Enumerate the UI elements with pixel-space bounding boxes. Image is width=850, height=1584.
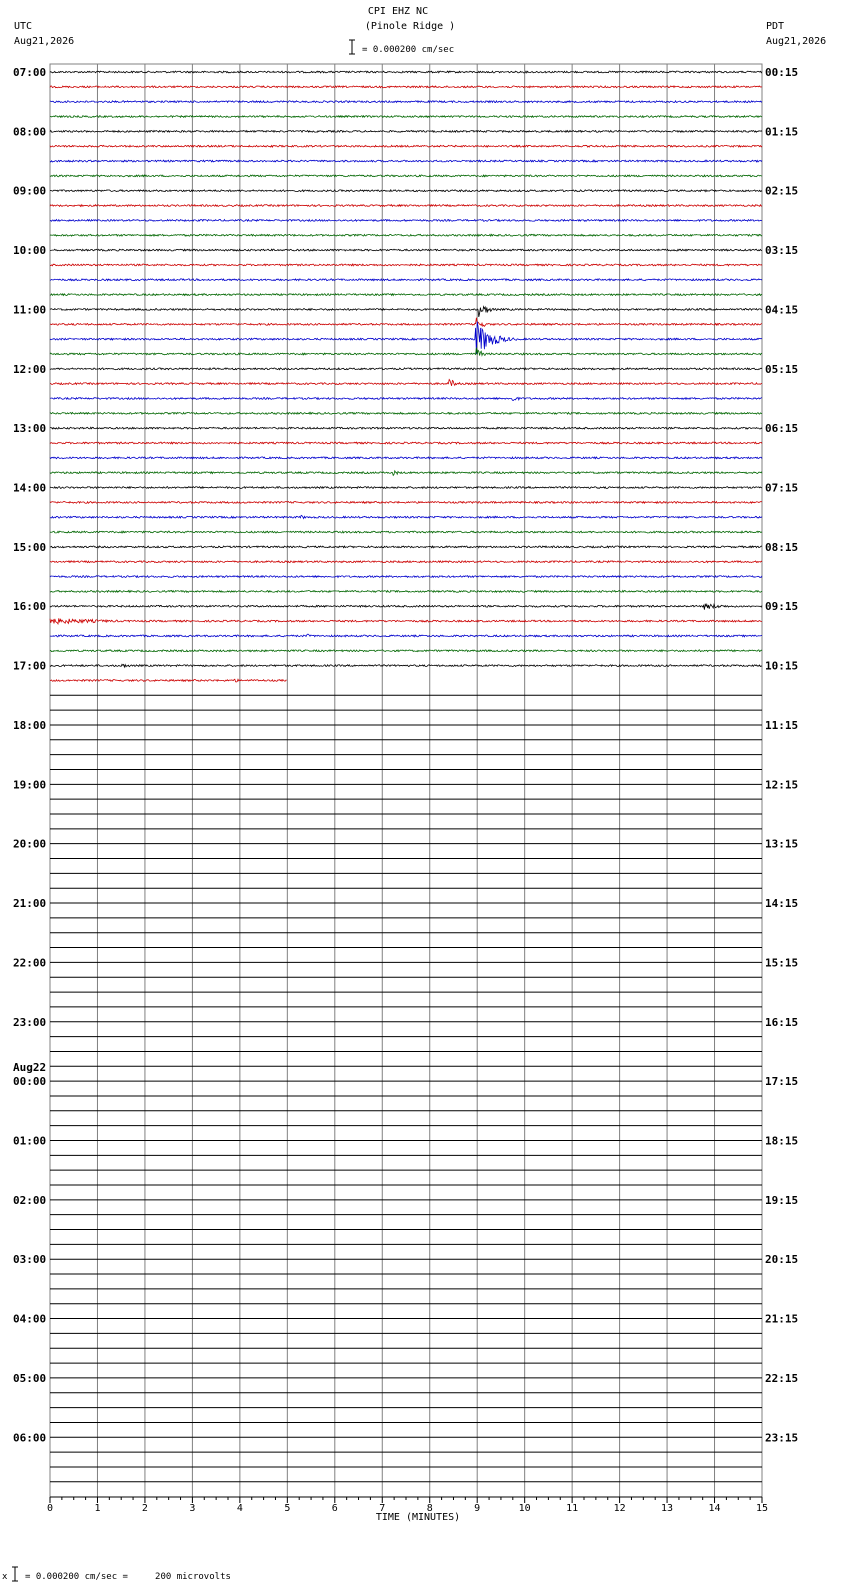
right-hour-label: 07:15 bbox=[765, 481, 799, 495]
x-tick-label: 1 bbox=[94, 1503, 101, 1514]
seismic-trace-row bbox=[50, 279, 762, 281]
seismic-trace-row bbox=[50, 368, 762, 370]
left-hour-label: 15:00 bbox=[13, 540, 47, 554]
seismic-trace-row bbox=[50, 130, 762, 132]
x-tick-label: 14 bbox=[708, 1503, 721, 1514]
left-hour-label: 18:00 bbox=[13, 718, 47, 732]
left-hour-label: 17:00 bbox=[13, 659, 47, 673]
footer-scale-label: = 0.000200 cm/sec = 200 microvolts bbox=[25, 1572, 231, 1582]
seismic-trace-row bbox=[50, 650, 762, 652]
left-hour-label: 19:00 bbox=[13, 778, 47, 792]
x-tick-label: 5 bbox=[284, 1503, 291, 1514]
footer-marker: x bbox=[2, 1572, 8, 1582]
chart-subtitle: (Pinole Ridge ) bbox=[364, 21, 456, 32]
seismic-trace-row bbox=[50, 101, 762, 103]
left-hour-label: 12:00 bbox=[13, 362, 47, 376]
seismic-trace-row bbox=[50, 561, 762, 563]
right-hour-label: 23:15 bbox=[765, 1431, 799, 1445]
seismic-trace-row bbox=[50, 427, 762, 429]
seismic-trace-row bbox=[50, 457, 762, 459]
right-hour-label: 05:15 bbox=[765, 362, 799, 376]
seismic-trace-row bbox=[50, 531, 762, 533]
x-tick-label: 11 bbox=[566, 1503, 579, 1514]
x-tick-label: 9 bbox=[474, 1503, 481, 1514]
seismic-trace-row bbox=[50, 220, 762, 222]
right-hour-label: 15:15 bbox=[765, 956, 799, 970]
right-hour-label: 14:15 bbox=[765, 897, 799, 911]
left-hour-label: 14:00 bbox=[13, 481, 47, 495]
x-tick-label: 7 bbox=[379, 1503, 386, 1514]
right-timezone: PDT bbox=[766, 21, 785, 32]
right-hour-label: 16:15 bbox=[765, 1015, 799, 1029]
seismic-trace-row bbox=[50, 322, 762, 354]
seismic-trace-row bbox=[50, 145, 762, 147]
right-hour-label: 09:15 bbox=[765, 600, 799, 614]
seismic-trace-row bbox=[50, 234, 762, 236]
left-date-label: Aug22 bbox=[13, 1061, 47, 1075]
right-hour-label: 04:15 bbox=[765, 303, 799, 317]
right-hour-label: 19:15 bbox=[765, 1193, 799, 1207]
left-timezone: UTC bbox=[14, 21, 33, 32]
seismic-trace-row bbox=[50, 175, 762, 177]
right-hour-label: 08:15 bbox=[765, 540, 799, 554]
x-tick-label: 3 bbox=[189, 1503, 196, 1514]
x-tick-label: 4 bbox=[236, 1503, 243, 1514]
footer-scale-bar-icon bbox=[12, 1567, 18, 1581]
seismic-trace-row bbox=[50, 86, 762, 88]
x-tick-label: 13 bbox=[661, 1503, 674, 1514]
seismic-trace-row bbox=[50, 71, 762, 73]
right-hour-label: 10:15 bbox=[765, 659, 799, 673]
x-tick-label: 8 bbox=[426, 1503, 433, 1514]
seismic-trace-row bbox=[50, 264, 762, 266]
footer bbox=[2, 1567, 231, 1582]
seismic-trace-row bbox=[50, 515, 762, 518]
seismic-trace-row bbox=[50, 412, 762, 414]
left-hour-label: 02:00 bbox=[13, 1193, 47, 1207]
header bbox=[14, 6, 826, 55]
right-hour-label: 22:15 bbox=[765, 1371, 799, 1385]
right-hour-label: 11:15 bbox=[765, 718, 799, 732]
seismic-trace-row bbox=[50, 591, 762, 593]
seismic-trace-row bbox=[50, 442, 762, 444]
left-hour-label: 23:00 bbox=[13, 1015, 47, 1029]
left-hour-label: 03:00 bbox=[13, 1253, 47, 1267]
right-hour-label: 06:15 bbox=[765, 422, 799, 436]
left-hour-label: 22:00 bbox=[13, 956, 47, 970]
seismic-trace-row bbox=[50, 205, 762, 207]
right-hour-label: 01:15 bbox=[765, 125, 799, 139]
x-tick-label: 12 bbox=[613, 1503, 626, 1514]
left-hour-label: 01:00 bbox=[13, 1134, 47, 1148]
right-hour-label: 21:15 bbox=[765, 1312, 799, 1326]
seismic-trace-row bbox=[50, 249, 762, 251]
seismic-trace-row bbox=[50, 397, 762, 400]
left-hour-label: 06:00 bbox=[13, 1431, 47, 1445]
left-hour-label: 13:00 bbox=[13, 422, 47, 436]
seismic-trace-row bbox=[50, 190, 762, 192]
right-hour-label: 02:15 bbox=[765, 184, 799, 198]
left-hour-label: 00:00 bbox=[13, 1075, 47, 1089]
seismic-trace-row bbox=[50, 634, 762, 637]
left-hour-label: 07:00 bbox=[13, 66, 47, 79]
left-hour-label: 21:00 bbox=[13, 897, 47, 911]
x-tick-label: 10 bbox=[518, 1503, 531, 1514]
seismic-trace-row bbox=[50, 318, 762, 327]
left-hour-label: 16:00 bbox=[13, 600, 47, 614]
scale-bar-icon bbox=[349, 40, 355, 54]
left-hour-label: 05:00 bbox=[13, 1371, 47, 1385]
left-hour-label: 10:00 bbox=[13, 244, 47, 258]
seismic-trace-row bbox=[50, 664, 762, 667]
seismic-trace-row bbox=[50, 307, 762, 317]
right-date: Aug21,2026 bbox=[766, 36, 827, 47]
x-tick-label: 2 bbox=[141, 1503, 148, 1514]
seismic-trace-row bbox=[50, 501, 762, 503]
seismic-trace-row bbox=[50, 294, 762, 296]
seismic-trace-row bbox=[50, 116, 762, 118]
left-hour-label: 20:00 bbox=[13, 837, 47, 851]
x-tick-label: 15 bbox=[755, 1503, 769, 1514]
left-hour-label: 04:00 bbox=[13, 1312, 47, 1326]
x-axis-title: TIME (MINUTES) bbox=[375, 1512, 461, 1523]
seismic-trace-row bbox=[50, 348, 762, 356]
right-hour-label: 18:15 bbox=[765, 1134, 799, 1148]
traces bbox=[50, 71, 762, 1482]
seismic-trace-row bbox=[50, 487, 762, 489]
seismic-trace-row bbox=[50, 576, 762, 578]
right-hour-label: 12:15 bbox=[765, 778, 799, 792]
left-hour-label: 08:00 bbox=[13, 125, 47, 139]
right-hour-label: 13:15 bbox=[765, 837, 799, 851]
seismic-trace-row bbox=[50, 379, 762, 385]
seismic-trace-row bbox=[50, 618, 762, 624]
seismic-trace-row bbox=[50, 471, 762, 476]
seismic-trace-row bbox=[50, 160, 762, 162]
right-hour-label: 17:15 bbox=[765, 1075, 799, 1089]
seismic-trace-row bbox=[50, 679, 287, 682]
left-hour-label: 09:00 bbox=[13, 184, 47, 198]
chart-title: CPI EHZ NC bbox=[367, 6, 429, 17]
right-hour-label: 00:15 bbox=[765, 66, 799, 79]
seismic-trace-row bbox=[50, 604, 762, 610]
right-hour-label: 20:15 bbox=[765, 1253, 799, 1267]
left-hour-label: 11:00 bbox=[13, 303, 47, 317]
scale-label: = 0.000200 cm/sec bbox=[362, 45, 455, 55]
x-tick-label: 6 bbox=[331, 1503, 338, 1514]
x-tick-label: 0 bbox=[46, 1503, 54, 1514]
left-date: Aug21,2026 bbox=[14, 36, 75, 47]
right-hour-label: 03:15 bbox=[765, 244, 799, 258]
seismic-trace-row bbox=[50, 546, 762, 548]
